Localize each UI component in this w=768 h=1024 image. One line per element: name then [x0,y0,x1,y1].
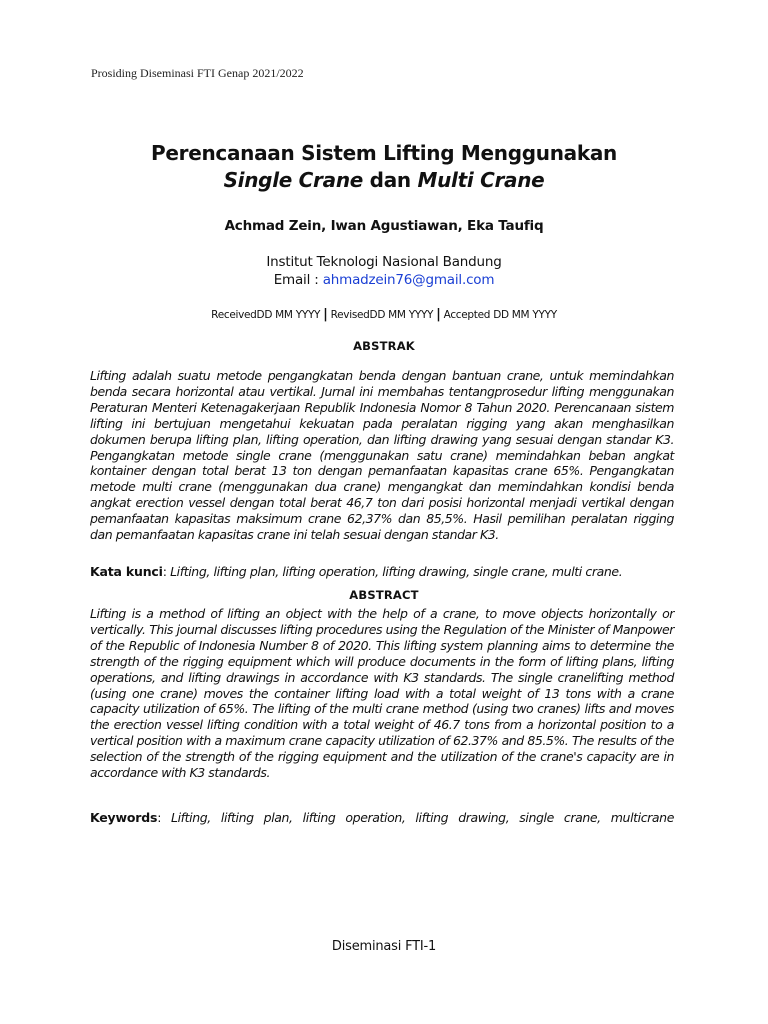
title-connector: dan [363,168,418,192]
email-line [0,272,768,288]
date-separator: | [323,307,328,322]
revised-date: DD MM YYYY [369,309,434,321]
running-header: Prosiding Diseminasi FTI Genap 2021/2022 [91,66,304,80]
date-separator: | [436,307,441,322]
paper-title-line1: Perencanaan Sistem Lifting Menggunakan [151,141,617,165]
accepted-date: DD MM YYYY [493,309,557,321]
author-list: Achmad Zein, Iwan Agustiawan, Eka Taufiq [224,218,544,234]
received-label: Received [211,309,257,321]
accepted-label: Accepted [443,309,491,321]
abstract-heading: ABSTRACT [349,588,419,602]
submission-dates [0,307,768,322]
affiliation: Institut Teknologi Nasional Bandung [266,254,502,270]
received-date: DD MM YYYY [256,309,321,321]
keywords-line: Keywords: Lifting, lifting plan, lifting operation, lifting drawing, single crane, multicrane [90,810,674,825]
abstract-body: Lifting is a method of lifting an object with the help of a crane, to move objects horizontally or vertically. This journal discusses lifting procedures using the Regulation of the Minister of Manpower of the Republic of Indonesia Number 8 of 2020. This lifting system planning aims to determine the strength of the rigging equipment which will produce documents in the form of lifting plans, lifting operations, and lifting drawings in accordance with K3 standards. The single cranelifting method (using one crane) moves the container lifting load with a total weight of 13 tons with a crane capacity utilization of 65%. The lifting of the multi crane method (using two cranes) lifts and moves the erection vessel lifting condition with a total weight of 46.7 tons from a horizontal position to a vertical position with a maximum crane capacity utilization of 62.37% and 85.5%. The results of the selection of the strength of the rigging equipment and the utilization of the crane's capacity are in accordance with K3 standards. [90,606,674,781]
keywords-text: Lifting, lifting plan, lifting operation, lifting drawing, single crane, multicrane [171,810,674,825]
page-footer: Diseminasi FTI-1 [331,939,437,954]
title-single-crane: Single Crane [223,168,364,192]
paper-title-line2 [0,168,768,192]
title-multi-crane: Multi Crane [417,168,545,192]
abstrak-heading: ABSTRAK [353,339,415,353]
email-label: Email : [273,272,323,288]
kata-kunci-label: Kata kunci [90,564,163,579]
kata-kunci-line: Kata kunci: Lifting, lifting plan, lifting operation, lifting drawing, single crane, multi crane. [90,564,623,579]
kata-kunci-text: Lifting, lifting plan, lifting operation, lifting drawing, single crane, multi crane. [170,564,623,579]
email-link[interactable]: ahmadzein76@gmail.com [322,272,495,288]
keywords-label: Keywords [90,810,158,825]
abstrak-body: Lifting adalah suatu metode pengangkatan benda dengan bantuan crane, untuk memindahkan benda secara horizontal atau vertikal. Jurnal ini membahas tentangprosedur lifting menggunakan Peraturan Menteri Ketenagakerjaan Republik Indonesia Nomor 8 Tahun 2020. Perencanaan sistem lifting ini bertujuan mengetahui kekuatan pada peralatan rigging yang akan menghasilkan dokumen berupa lifting plan, lifting operation, dan lifting drawing yang sesuai dengan standar K3. Pengangkatan metode single crane (menggunakan satu crane) memindahkan beban angkat kontainer dengan total berat 13 ton dengan pemanfaatan kapasitas crane 65%. Pengangkatan metode multi crane (menggunakan dua crane) mengangkat dan memindahkan kondisi benda angkat erection vessel dengan total berat 46,7 ton dari posisi horizontal menjadi vertikal dengan pemanfaatan kapasitas maksimum crane 62,37% dan 85,5%. Hasil pemilihan peralatan rigging dan pemanfaatan kapasitas crane ini telah sesuai dengan standar K3. [90,368,674,543]
revised-label: Revised [330,309,370,321]
